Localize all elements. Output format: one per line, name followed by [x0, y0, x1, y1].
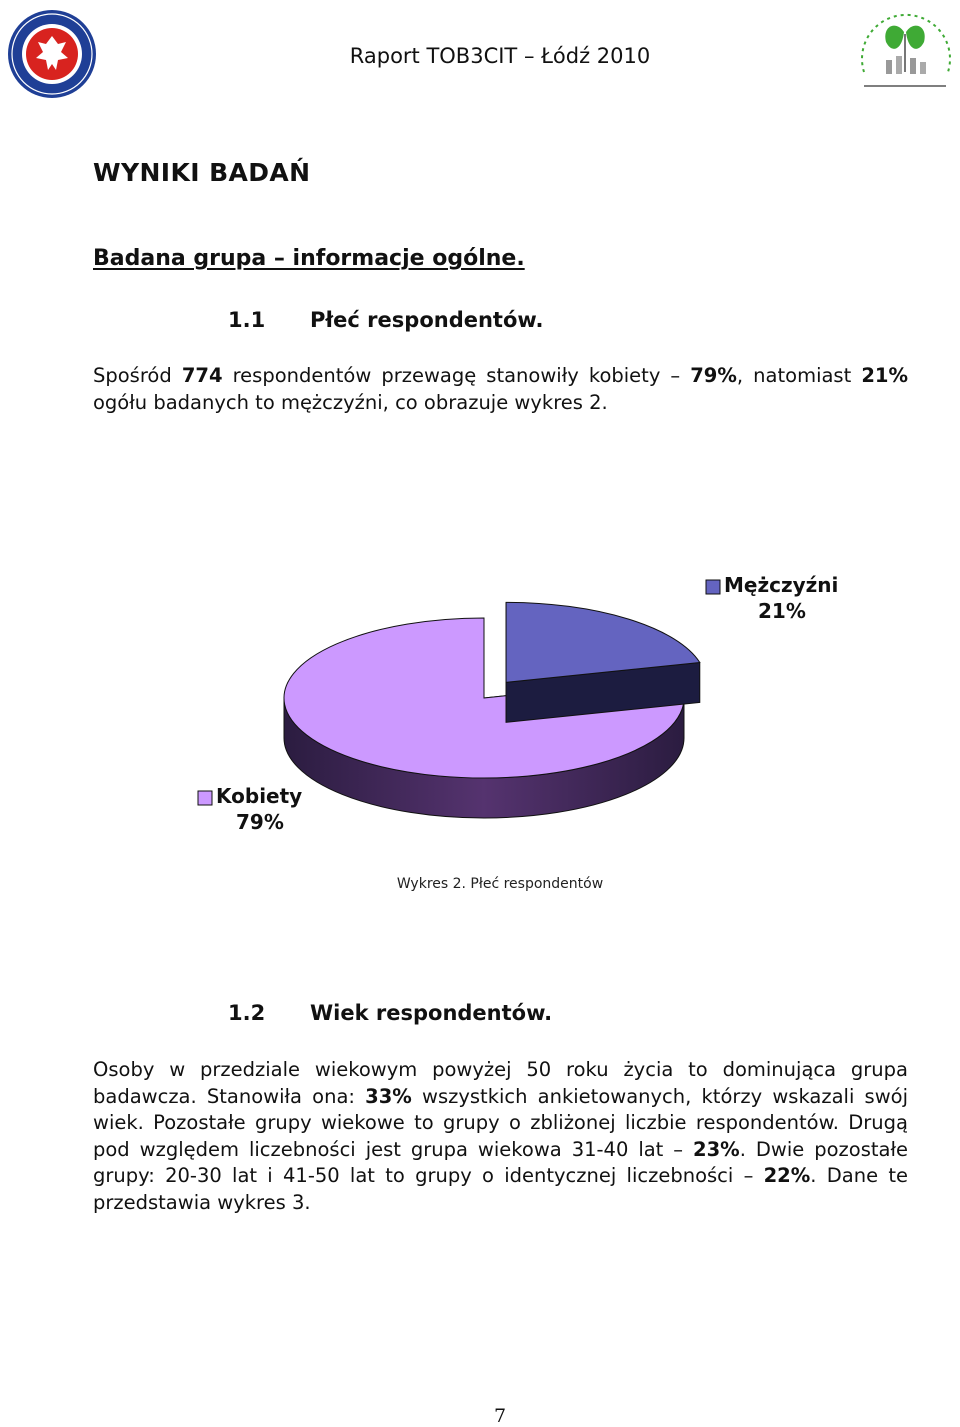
- data-label-category: Mężczyźni: [724, 573, 839, 597]
- section-title: WYNIKI BADAŃ: [93, 158, 311, 187]
- group-heading: Badana grupa – informacje ogólne.: [93, 246, 525, 271]
- chart-caption: Wykres 2. Płeć respondentów: [396, 876, 604, 892]
- data-label-category: Kobiety: [216, 784, 303, 808]
- highlight-value: 79%: [690, 364, 737, 387]
- text-run: ogółu badanych to mężczyźni, co obrazuje wykres 2.: [93, 390, 608, 414]
- age-paragraph: [93, 1057, 908, 1216]
- header-title: Raport TOB3CIT – Łódź 2010: [349, 44, 651, 68]
- highlight-value: 23%: [693, 1137, 740, 1161]
- text-run: , natomiast: [736, 364, 862, 387]
- highlight-value: 21%: [861, 364, 908, 387]
- text-run: respondentów przewagę stanowiły kobiety –: [222, 364, 691, 387]
- subsection-title: Wiek respondentów.: [310, 1001, 553, 1025]
- highlight-value: 22%: [763, 1164, 811, 1187]
- gender-paragraph: [93, 363, 908, 416]
- data-label-value: 21%: [758, 599, 806, 623]
- subsection-title: Płeć respondentów.: [310, 308, 544, 332]
- text-run: Osoby w przedziale wiekowym powyżej 50 roku życia to dominująca grupa badawcza. Stanowiła ona:: [93, 1058, 908, 1108]
- legend-key-0: [706, 580, 720, 594]
- text-run: . Dwie pozostałe grupy: 20-30 lat i 41-50 lat to grupy o identycznej liczebności –: [93, 1137, 909, 1187]
- text-run: Spośród: [93, 364, 182, 387]
- legend-key-1: [198, 791, 212, 805]
- subsection-number: 1.1: [228, 308, 266, 332]
- highlight-value: 774: [181, 364, 223, 387]
- text-run: . Dane te przedstawia wykres 3.: [93, 1164, 909, 1214]
- subsection-number: 1.2: [228, 1001, 266, 1025]
- data-label-value: 79%: [236, 810, 284, 834]
- text-run: wszystkich ankietowanych, którzy wskazali swój wiek. Pozostałe grupy wiekowe to grupy o zbliżonej liczbie respondentów. Drugą pod względem liczebności jest grupa wiekowa 31-40 lat –: [93, 1084, 908, 1161]
- gender-pie-chart: [180, 560, 880, 860]
- page-number: 7: [493, 1405, 507, 1427]
- highlight-value: 33%: [365, 1084, 412, 1108]
